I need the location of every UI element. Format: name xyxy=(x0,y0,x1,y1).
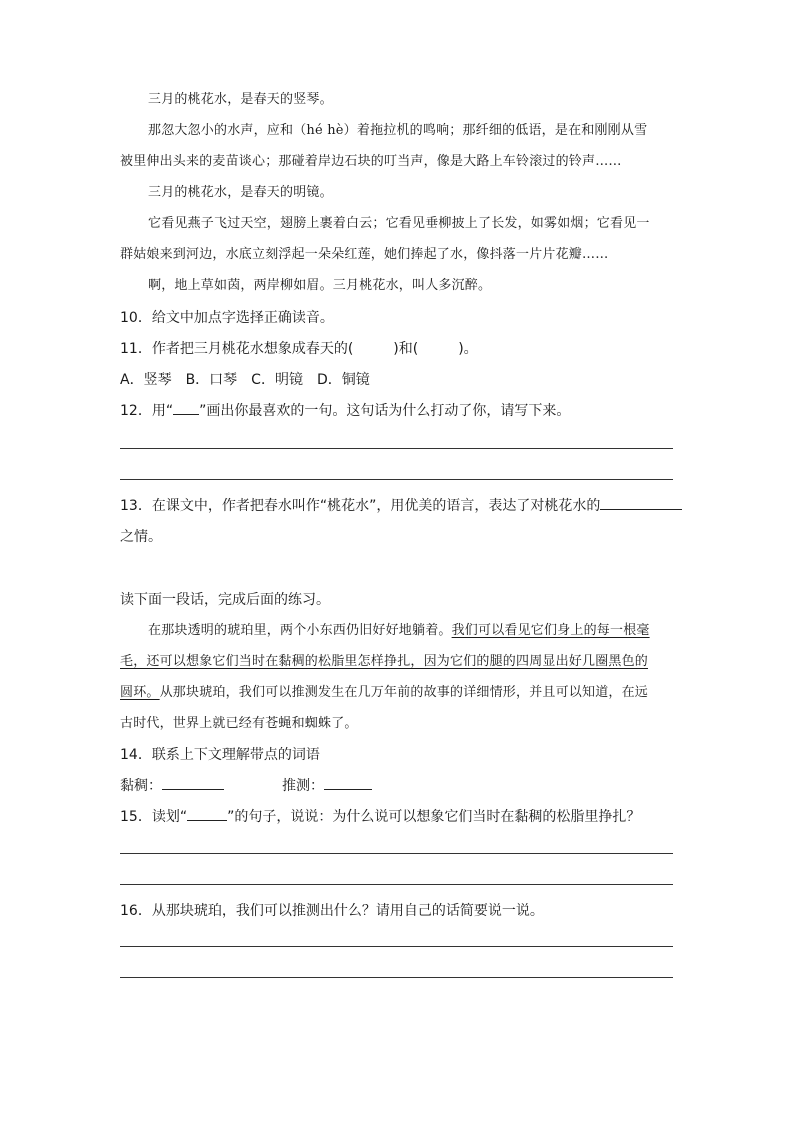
passage-paragraph: 那忽大忽小的水声，应和（hé hè）着拖拉机的鸣响；那纤细的低语，是在和刚刚从雪 xyxy=(148,123,648,138)
question-16: 16．从那块琥珀，我们可以推测出什么？请用自己的话简要说一说。 xyxy=(120,903,544,919)
question-10: 10．给文中加点字选择正确读音。 xyxy=(120,310,334,326)
passage-paragraph: 啊，地上草如茵，两岸柳如眉。三月桃花水，叫人多沉醉。 xyxy=(148,278,492,293)
section-intro: 读下面一段话，完成后面的练习。 xyxy=(120,592,330,608)
question-text: ”的句子，说说：为什么说可以想象它们当时在黏稠的松脂里挣扎？ xyxy=(227,809,641,825)
answer-line[interactable] xyxy=(120,946,673,947)
question-13-cont: 之情。 xyxy=(120,529,162,545)
underlined-sentence: 圆环。 xyxy=(120,685,160,700)
question-text: 12．用“ xyxy=(120,403,174,419)
question-text: )和( xyxy=(393,341,419,357)
passage-paragraph xyxy=(120,651,648,673)
question-11 xyxy=(120,338,478,360)
underline-mark xyxy=(173,400,199,415)
passage-paragraph: 群姑娘来到河边，水底立刻浮起一朵朵红莲，她们捧起了水，像抖落一片片花瓣…… xyxy=(120,247,609,262)
question-text: 15．读划“ xyxy=(120,809,188,825)
passage-paragraph xyxy=(148,620,650,642)
underlined-sentence: 我们可以看见它们身上的每一根毫 xyxy=(451,623,650,638)
underlined-sentence: 毛，还可以想象它们当时在黏稠的松脂里怎样挣扎，因为它们的腿的四周显出好几圈黑色的 xyxy=(120,654,649,669)
passage-text: 从那块琥珀，我们可以推测发生在几万年前的故事的详细情形，并且可以知道，在远 xyxy=(159,685,649,700)
question-13 xyxy=(120,495,682,517)
passage-paragraph: 三月的桃花水，是春天的竖琴。 xyxy=(148,92,333,107)
question-text: 11．作者把三月桃花水想象成春天的( xyxy=(120,341,354,357)
answer-blank[interactable] xyxy=(600,495,682,510)
passage-paragraph: 三月的桃花水，是春天的明镜。 xyxy=(148,185,333,200)
answer-blank[interactable] xyxy=(162,775,224,790)
word-label: 推测： xyxy=(282,778,324,794)
passage-paragraph: 被里伸出头来的麦苗谈心；那碰着岸边石块的叮当声，像是大路上车铃滚过的铃声…… xyxy=(120,154,622,169)
question-15 xyxy=(120,806,640,828)
question-text: )。 xyxy=(458,341,478,357)
underline-mark xyxy=(187,806,227,821)
passage-paragraph: 古时代，世界上就已经有苍蝇和蜘蛛了。 xyxy=(120,716,358,731)
passage-paragraph xyxy=(120,682,648,704)
question-text: ”画出你最喜欢的一句。这句话为什么打动了你，请写下来。 xyxy=(199,403,571,419)
answer-line[interactable] xyxy=(120,479,673,480)
question-text: 13．在课文中，作者把春水叫作“桃花水”，用优美的语言，表达了对桃花水的 xyxy=(120,498,601,514)
answer-line[interactable] xyxy=(120,977,673,978)
answer-line[interactable] xyxy=(120,448,673,449)
question-14: 14．联系上下文理解带点的词语 xyxy=(120,747,320,763)
answer-line[interactable] xyxy=(120,884,673,885)
question-12 xyxy=(120,400,570,422)
passage-paragraph: 它看见燕子飞过天空，翅膀上裹着白云；它看见垂柳披上了长发，如雾如烟；它看见一 xyxy=(148,216,650,231)
question-14-words xyxy=(120,775,372,797)
answer-line[interactable] xyxy=(120,853,673,854)
answer-blank[interactable] xyxy=(324,775,372,790)
word-label: 黏稠： xyxy=(120,778,162,794)
question-11-options: A．竖琴 B．口琴 C．明镜 D．铜镜 xyxy=(120,372,370,388)
passage-text: 在那块透明的琥珀里，两个小东西仍旧好好地躺着。 xyxy=(148,623,452,638)
